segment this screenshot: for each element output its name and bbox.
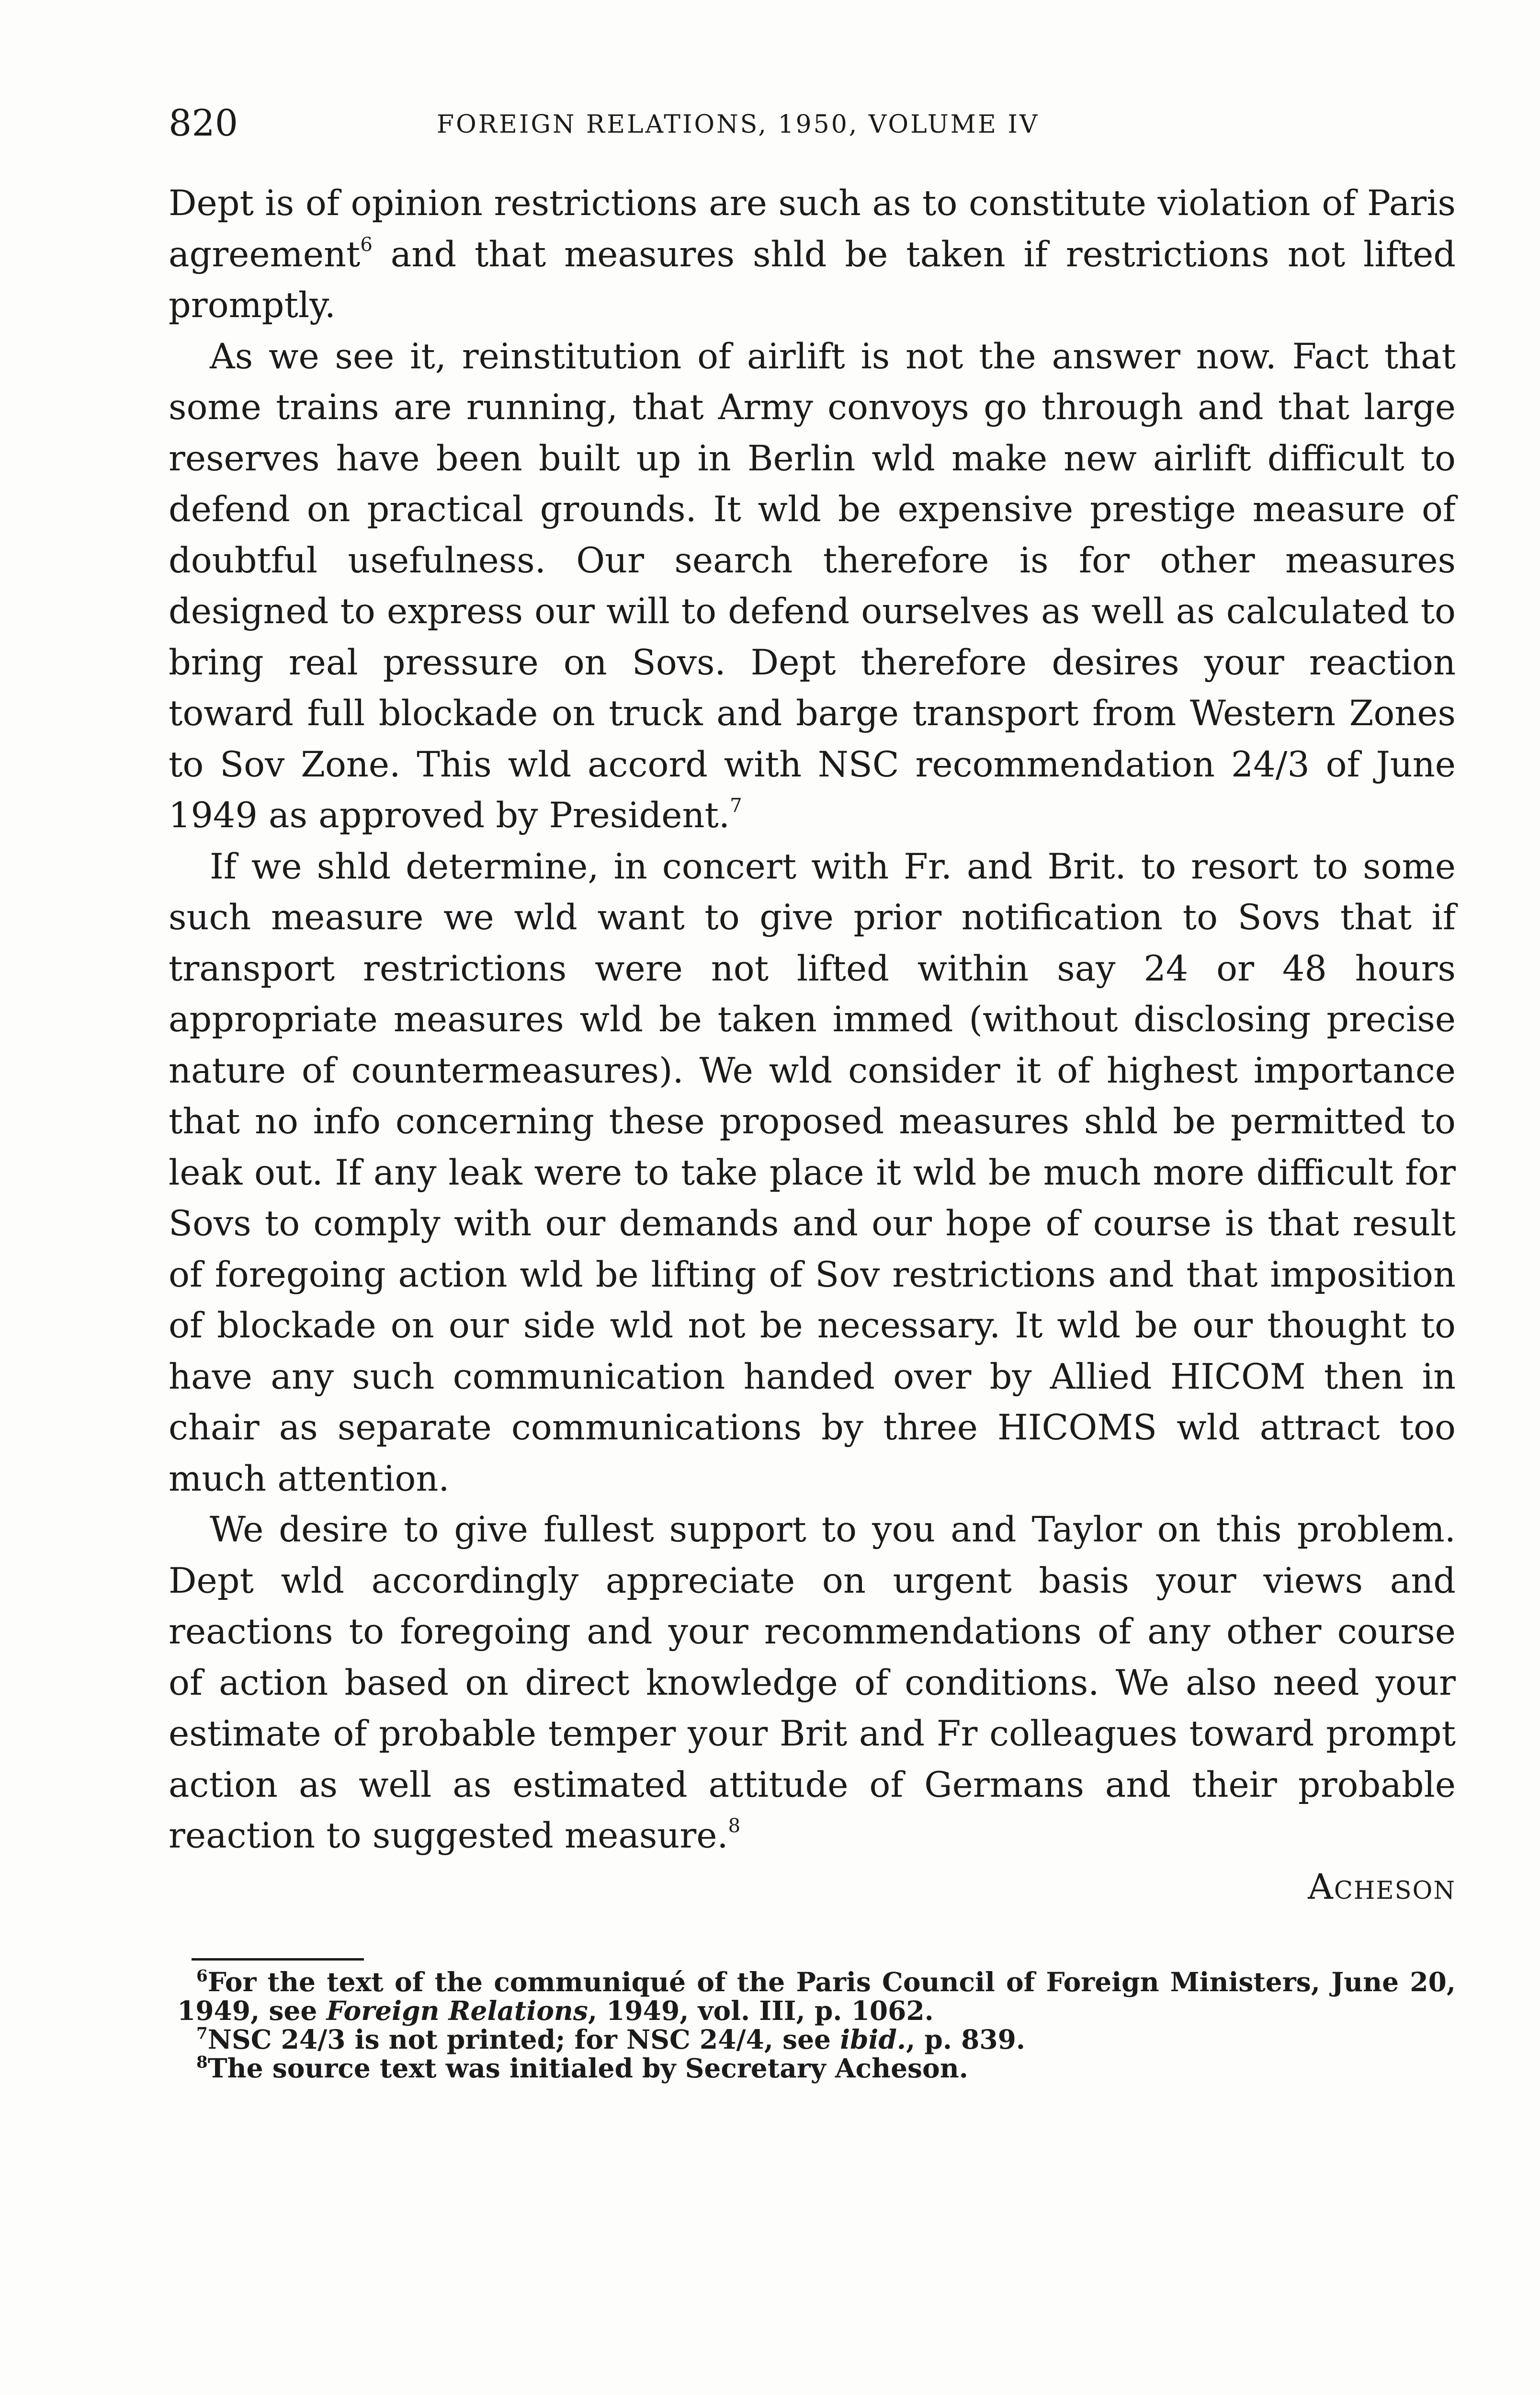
footnotes xyxy=(177,1968,1456,2083)
footnote-7-text-b: , p. 839. xyxy=(906,2024,1026,2055)
paragraph-3 xyxy=(169,842,1456,1505)
footnote-6 xyxy=(177,1968,1456,2025)
footnote-7-marker: 7 xyxy=(196,2024,208,2043)
paragraph-1-text-b: and that measures shld be taken if restrictions not lifted promptly. xyxy=(169,234,1456,326)
paragraph-4-text: We desire to give fullest support to you and Taylor on this problem. Dept wld accordingly appreciate on urgent basis your views and reactions to foregoing and your recommendations of any other course of action based on direct knowledge of conditions. We also need your estimate of probable temper your Brit and Fr colleagues toward prompt action as well as estimated attitude of Germans and their probable reaction to suggested measure. xyxy=(169,1509,1456,1856)
footnote-6-text-b: , 1949, vol. III, p. 1062. xyxy=(588,1995,934,2026)
footnote-6-marker: 6 xyxy=(196,1966,208,1986)
paragraph-2-text: As we see it, reinstitution of airlift is not the answer now. Fact that some trains are running, that Army convoys go through and that large reserves have been built up in Berlin wld make new airlift difficult to defend on practical grounds. It wld be expensive prestige measure of doubtful usefulness. Our search therefore is for other measures designed to express our will to defend ourselves as well as calculated to bring real pressure on Sovs. Dept therefore desires your reaction toward full blockade on truck and barge transport from Western Zones to Sov Zone. This wld accord with NSC recommendation 24/3 of June 1949 as approved by President. xyxy=(169,336,1456,836)
footnote-divider xyxy=(192,1958,364,1961)
footnote-8-marker: 8 xyxy=(196,2053,208,2072)
signature: Acheson xyxy=(1308,1866,1456,1907)
telegram-body xyxy=(169,178,1456,1913)
footnote-7 xyxy=(177,2025,1456,2054)
footnote-ref-7[interactable]: 7 xyxy=(730,794,742,817)
footnote-8 xyxy=(177,2054,1456,2083)
running-title: FOREIGN RELATIONS, 1950, VOLUME IV xyxy=(437,110,1040,139)
footnote-8-text: The source text was initialed by Secretary Acheson. xyxy=(207,2053,968,2084)
page-number: 820 xyxy=(169,102,238,144)
footnote-7-italic: ibid. xyxy=(840,2024,906,2055)
footnote-ref-8[interactable]: 8 xyxy=(728,1814,741,1837)
paragraph-1 xyxy=(169,178,1456,331)
paragraph-4 xyxy=(169,1505,1456,1862)
running-head xyxy=(169,102,1461,145)
footnote-7-text-a: NSC 24/3 is not printed; for NSC 24/4, see xyxy=(207,2024,840,2055)
footnote-ref-6[interactable]: 6 xyxy=(360,233,373,256)
paragraph-1-text-a: Dept is of opinion restrictions are such as to constitute violation of Paris agreement xyxy=(169,183,1456,275)
footnote-6-italic: Foreign Relations xyxy=(326,1995,588,2026)
footnote-6-text-a: For the text of the communiqué of the Paris Council of Foreign Ministers, June 20, 1949, see xyxy=(177,1966,1456,2026)
paragraph-3-text: If we shld determine, in concert with Fr. and Brit. to resort to some such measure we wld want to give prior notification to Sovs that if transport restrictions were not lifted within say 24 or 48 hours appropriate measures wld be taken immed (without disclosing precise nature of countermeasures). We wld consider it of highest importance that no info concerning these proposed measures shld be permitted to leak out. If any leak were to take place it wld be much more difficult for Sovs to comply with our demands and our hope of course is that result of foregoing action wld be lifting of Sov restrictions and that imposition of blockade on our side wld not be necessary. It wld be our thought to have any such communication handed over by Allied HICOM then in chair as separate communications by three HICOMS wld attract too much attention. xyxy=(169,846,1456,1499)
paragraph-2 xyxy=(169,331,1456,842)
